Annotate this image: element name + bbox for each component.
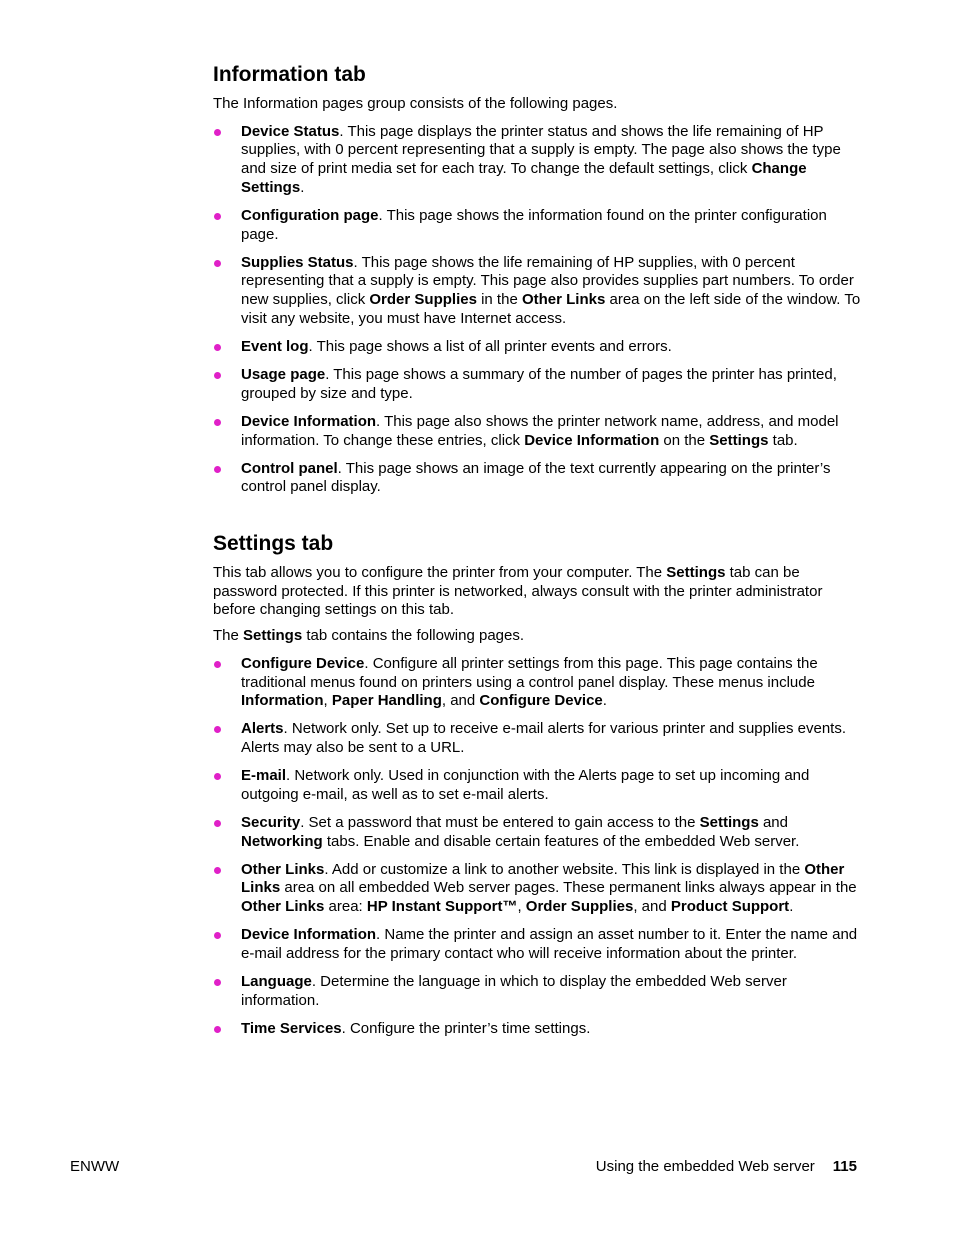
bullet-icon [214,1026,221,1033]
bullet-icon [214,773,221,780]
list-item-email: E-mail. Network only. Used in conjunction with the Alerts page to set up incoming and outgoing e-mail, as well as to set e-mail alerts. [213,767,863,804]
bullet-icon [214,932,221,939]
list-item-alerts: Alerts. Network only. Set up to receive e-mail alerts for various printer and supplies events. Alerts may also be sent to a URL. [213,720,863,757]
list-item-time-services: Time Services. Configure the printer’s time settings. [213,1020,863,1039]
footer-section-title: Using the embedded Web server [595,1158,815,1175]
bullet-icon [214,979,221,986]
settings-pages-list [213,655,863,1039]
list-item-device-status: Device Status. This page displays the printer status and shows the life remaining of HP supplies, with 0 percent representing that a supply is empty. The page also shows the type and size of print media set for each tray. To change the default settings, click Change Settings. [213,123,863,198]
bullet-icon [214,129,221,136]
bullet-icon [214,726,221,733]
footer-section [596,1158,857,1176]
page-content [213,62,863,1039]
list-item-security: Security. Set a password that must be entered to gain access to the Settings and Networking tabs. Enable and disable certain features of the embedded Web server. [213,814,863,851]
information-pages-list [213,123,863,497]
list-item-language: Language. Determine the language in which to display the embedded Web server information. [213,973,863,1010]
list-item-configuration-page: Configuration page. This page shows the information found on the printer configuration page. [213,207,863,244]
settings-intro-2: The Settings tab contains the following pages. [213,627,525,645]
bullet-icon [214,372,221,379]
heading-settings-tab: Settings tab [213,532,334,555]
bullet-icon [214,466,221,473]
list-item-control-panel: Control panel. This page shows an image of the text currently appearing on the printer’s control panel display. [213,460,863,497]
bullet-icon [214,661,221,668]
list-item-device-information: Device Information. This page also shows the printer network name, address, and model information. To change these entries, click Device Information on the Settings tab. [213,413,863,450]
information-intro: The Information pages group consists of the following pages. [213,95,618,112]
bullet-icon [214,419,221,426]
heading-information-tab: Information tab [213,63,366,86]
list-item-device-information-settings: Device Information. Name the printer and assign an asset number to it. Enter the name and e-mail address for the primary contact who will receive information about the printer. [213,926,863,963]
bullet-icon [214,820,221,827]
page-number: 115 [832,1158,857,1175]
bullet-icon [214,867,221,874]
list-item-usage-page: Usage page. This page shows a summary of the number of pages the printer has printed, grouped by size and type. [213,366,863,403]
bullet-icon [214,260,221,267]
list-item-supplies-status: Supplies Status. This page shows the life remaining of HP supplies, with 0 percent representing that a supply is empty. This page also provides supplies part numbers. To order new supplies, click Order Supplies in the Other Links area on the left side of the window. To visit any website, you must have Internet access. [213,254,863,329]
list-item-configure-device: Configure Device. Configure all printer settings from this page. This page contains the traditional menus found on printers using a control panel display. These menus include Information, Paper Handling, and Configure Device. [213,655,863,711]
footer-publication-code: ENWW [70,1158,120,1175]
bullet-icon [214,213,221,220]
list-item-event-log: Event log. This page shows a list of all printer events and errors. [213,338,863,357]
settings-intro: This tab allows you to configure the printer from your computer. The Settings tab can be password protected. If this printer is networked, always consult with the printer administrator before changing settings on this tab. [213,564,823,619]
bullet-icon [214,344,221,351]
list-item-other-links: Other Links. Add or customize a link to another website. This link is displayed in the Other Links area on all embedded Web server pages. These permanent links always appear in the Other Links area: HP Instant Support™, Order Supplies, and Product Support. [213,861,863,917]
